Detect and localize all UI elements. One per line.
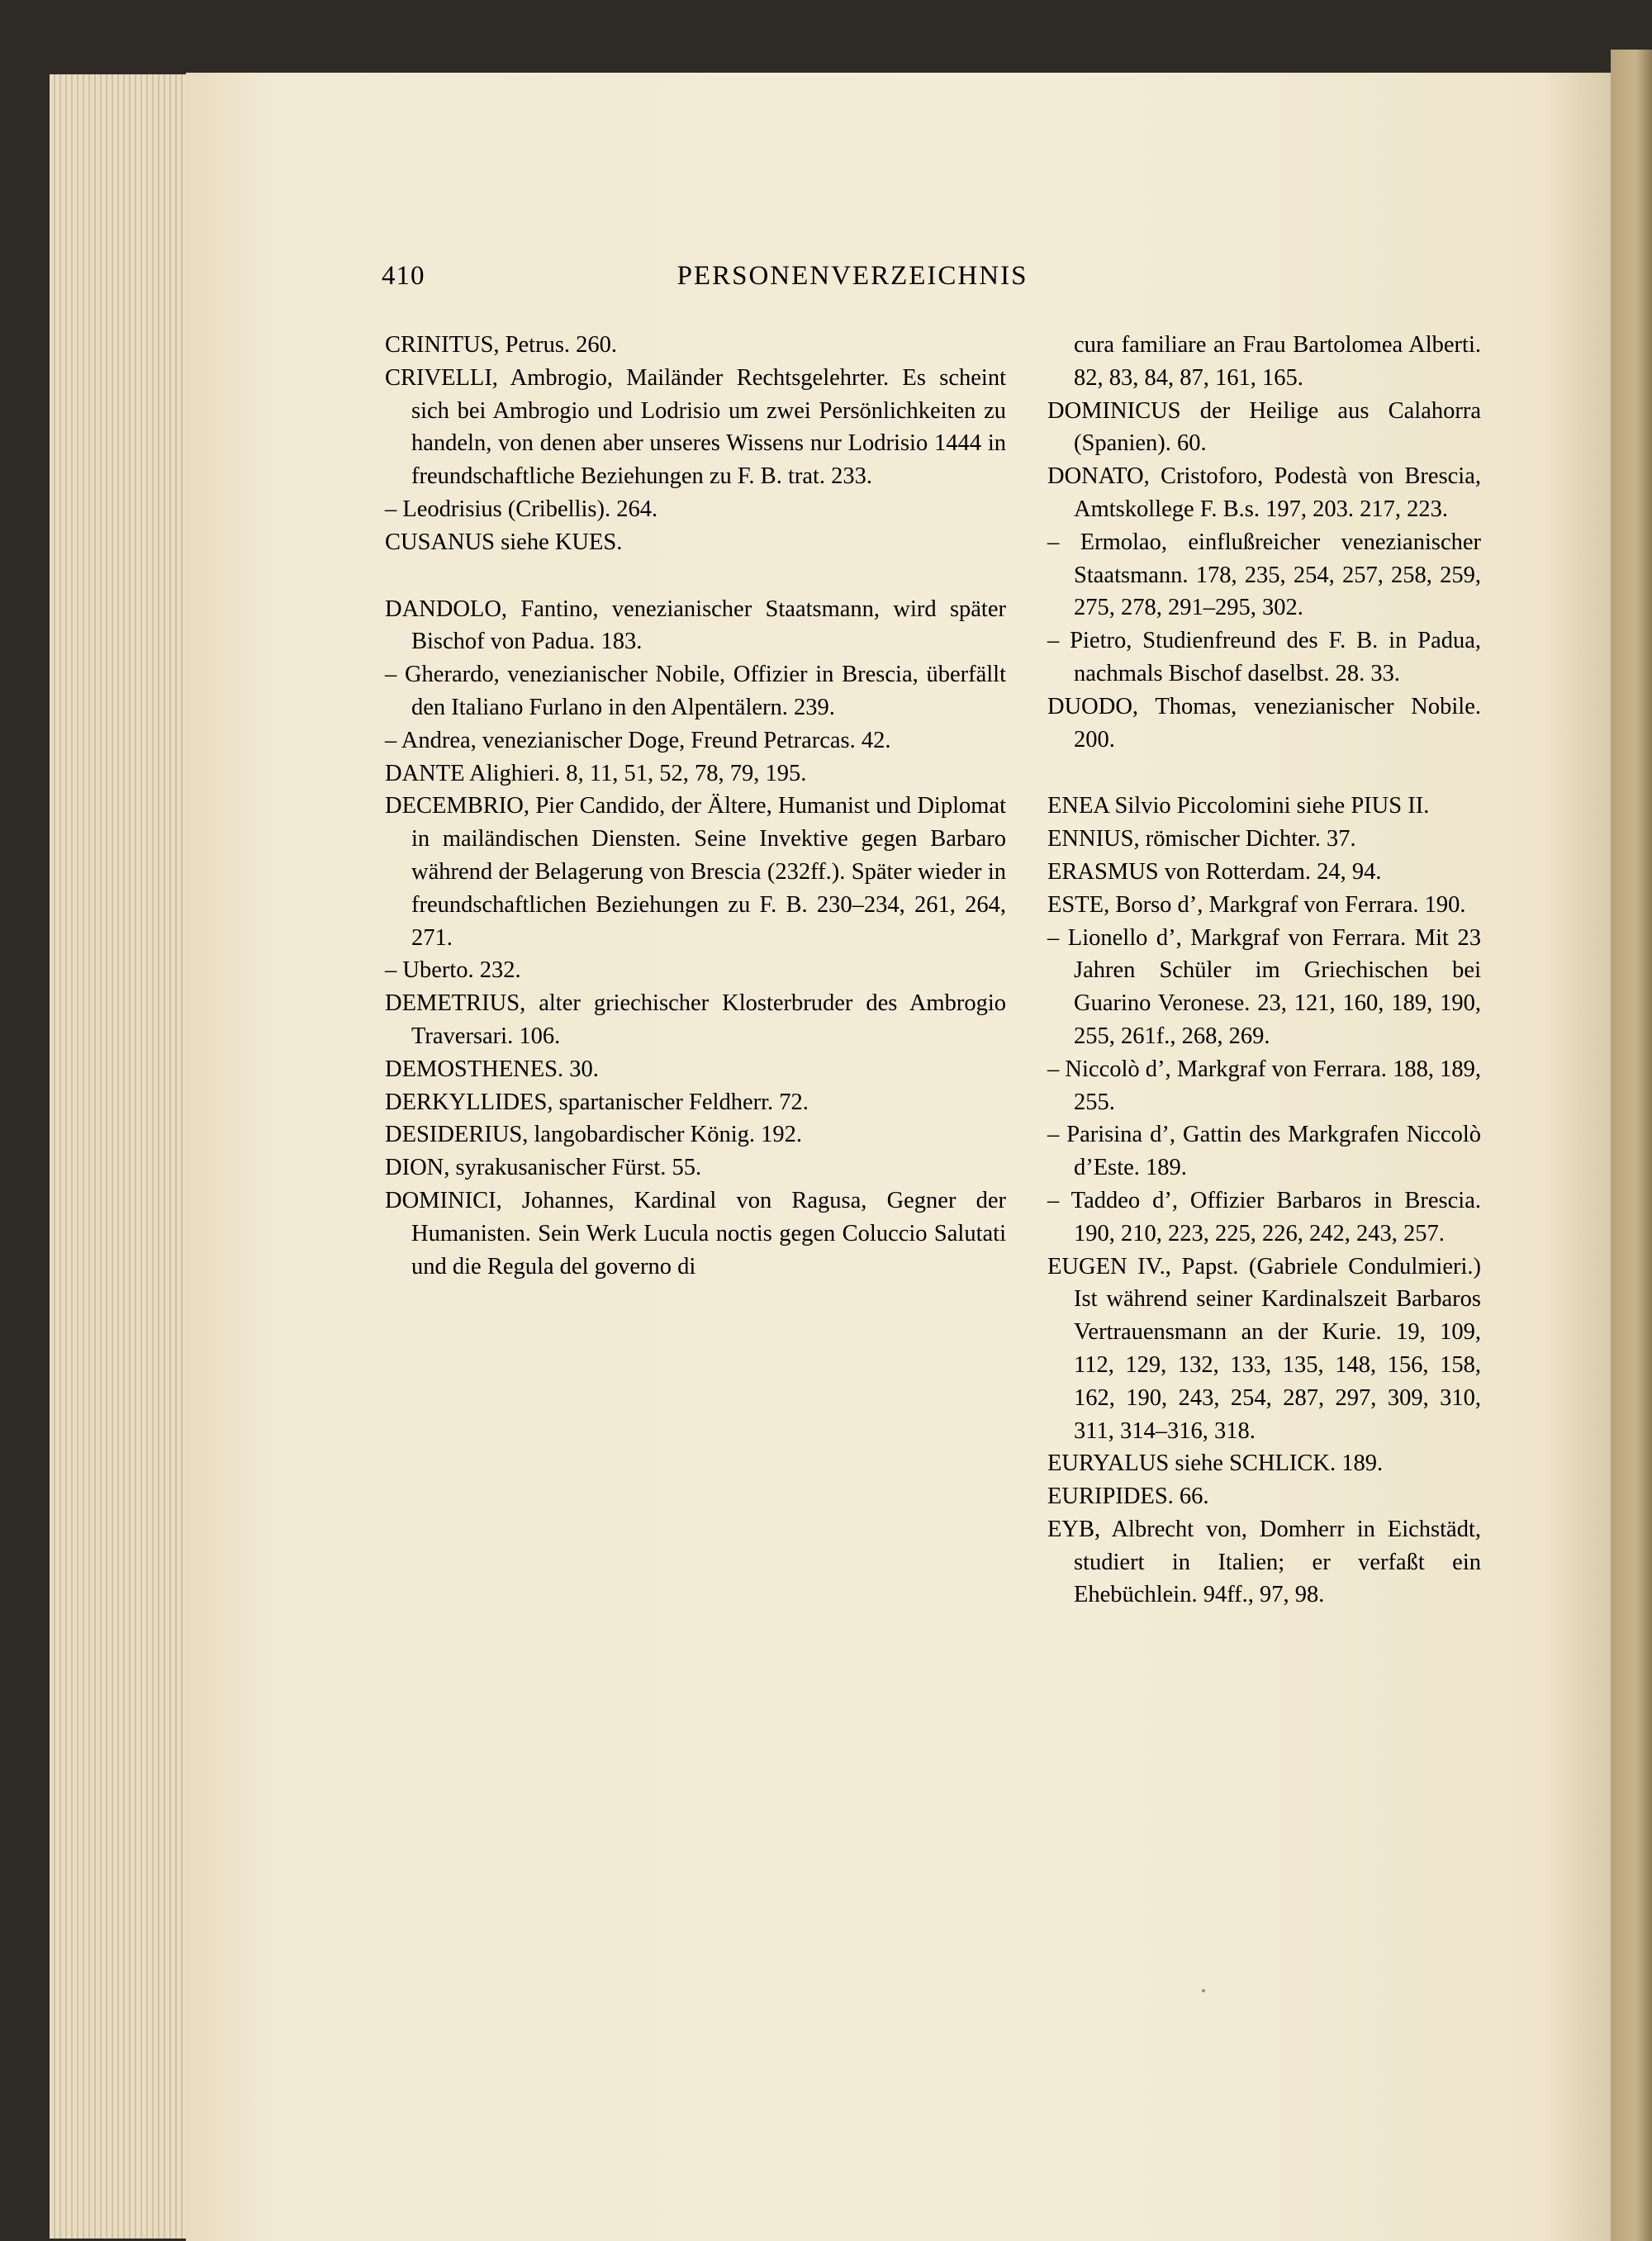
index-entry: ERASMUS von Rotterdam. 24, 94. (1047, 858, 1382, 885)
index-entry: ENNIUS, römischer Dichter. 37. (1047, 826, 1356, 852)
index-entry: – Pietro, Studienfreund des F. B. in Padua, nachmals Bischof daselbst. 28. 33. (1047, 628, 1481, 686)
index-entry: DUODO, Thomas, venezianischer Nobile. 200. (1047, 693, 1481, 753)
right-column (1047, 329, 1481, 1612)
index-entry: ESTE, Borso d’, Markgraf von Ferrara. 190. (1047, 891, 1466, 918)
index-entry: EYB, Albrecht von, Domherr in Eichstädt, studiert in Italien; er verfaßt ein Ehebüchlein. 94ff., 97, 98. (1047, 1516, 1481, 1608)
index-entry: DION, syrakusanischer Fürst. 55. (385, 1155, 702, 1181)
index-entry: – Andrea, venezianischer Doge, Freund Petrarcas. 42. (385, 727, 891, 753)
book-cover-edge (1611, 50, 1652, 2241)
index-entry: DEMOSTHENES. 30. (385, 1056, 599, 1082)
letter-gap (385, 559, 1006, 593)
index-entry: DECEMBRIO, Pier Candido, der Ältere, Humanist und Diplomat in mailändischen Diensten. Seine Invektive gegen Barbaro während der Belagerung von Brescia (232ff.). Später wieder in freundschaftlichen Beziehungen zu F. B. 230–234, 261, 264, 271. (385, 793, 1006, 951)
page-number: 410 (382, 261, 425, 291)
index-entry: DESIDERIUS, langobardischer König. 192. (385, 1122, 803, 1148)
index-entry: – Ermolao, einflußreicher venezianischer Staatsmann. 178, 235, 254, 257, 258, 259, 275, 278, 291–295, 302. (1047, 529, 1481, 621)
page-title: PERSONENVERZEICHNIS (676, 261, 1028, 291)
index-entry: – Niccolò d’, Markgraf von Ferrara. 188, 189, 255. (1047, 1056, 1481, 1115)
index-entry: CUSANUS siehe KUES. (385, 529, 623, 555)
index-entry: DEMETRIUS, alter griechischer Klosterbruder des Ambrogio Traversari. 106. (385, 990, 1006, 1049)
letter-gap (1047, 756, 1481, 790)
page-edges (50, 74, 190, 2239)
paper-speck (1202, 1989, 1205, 1992)
index-entry: DOMINICUS der Heilige aus Calahorra (Spanien). 60. (1047, 397, 1481, 457)
index-entry: DANDOLO, Fantino, venezianischer Staatsmann, wird später Bischof von Padua. 183. (385, 596, 1006, 655)
index-entry-continued: cura familiare an Frau Bartolomea Alberti. 82, 83, 84, 87, 161, 165. (1074, 332, 1481, 391)
index-entry: CRINITUS, Petrus. 260. (385, 332, 618, 358)
index-entry: – Taddeo d’, Offizier Barbaros in Brescia. 190, 210, 223, 225, 226, 242, 243, 257. (1047, 1187, 1481, 1246)
index-entry: EURIPIDES. 66. (1047, 1484, 1209, 1510)
index-entry: – Uberto. 232. (385, 957, 521, 984)
left-column (385, 329, 1006, 1283)
index-entry: – Gherardo, venezianischer Nobile, Offizier in Brescia, überfällt den Italiano Furlano in den Alpentälern. 239. (385, 662, 1006, 720)
index-entry: CRIVELLI, Ambrogio, Mailänder Rechtsgelehrter. Es scheint sich bei Ambrogio und Lodrisio um zwei Persönlichkeiten zu handeln, von denen aber unseres Wissens nur Lodrisio 1444 in freundschaftliche Beziehungen zu F. B. trat. 233. (385, 364, 1006, 490)
index-entry: – Parisina d’, Gattin des Markgrafen Niccolò d’Este. 189. (1047, 1122, 1481, 1181)
index-entry: DANTE Alighieri. 8, 11, 51, 52, 78, 79, 195. (385, 760, 807, 786)
index-entry: – Lionello d’, Markgraf von Ferrara. Mit 23 Jahren Schüler im Griechischen bei Guarino Veronese. 23, 121, 160, 189, 190, 255, 261f., 268, 269. (1047, 924, 1481, 1049)
index-entry: EUGEN IV., Papst. (Gabriele Condulmieri.) Ist während seiner Kardinalszeit Barbaros Vertrauensmann an der Kurie. 19, 109, 112, 129, 132, 133, 135, 148, 156, 158, 162, 190, 243, 254, 287, 297, 309, 310, 311, 314–316, 318. (1047, 1253, 1481, 1444)
index-entry: EURYALUS siehe SCHLICK. 189. (1047, 1450, 1384, 1477)
index-entry: DONATO, Cristoforo, Podestà von Brescia, Amtskollege F. B.s. 197, 203. 217, 223. (1047, 463, 1481, 522)
index-entry: DERKYLLIDES, spartanischer Feldherr. 72. (385, 1089, 809, 1115)
index-entry: DOMINICI, Johannes, Kardinal von Ragusa, Gegner der Humanisten. Sein Werk Lucula noctis gegen Coluccio Salutati und die Regula del governo di (385, 1187, 1006, 1280)
index-entry: ENEA Silvio Piccolomini siehe PIUS II. (1047, 793, 1430, 819)
index-entry: – Leodrisius (Cribellis). 264. (385, 496, 658, 522)
